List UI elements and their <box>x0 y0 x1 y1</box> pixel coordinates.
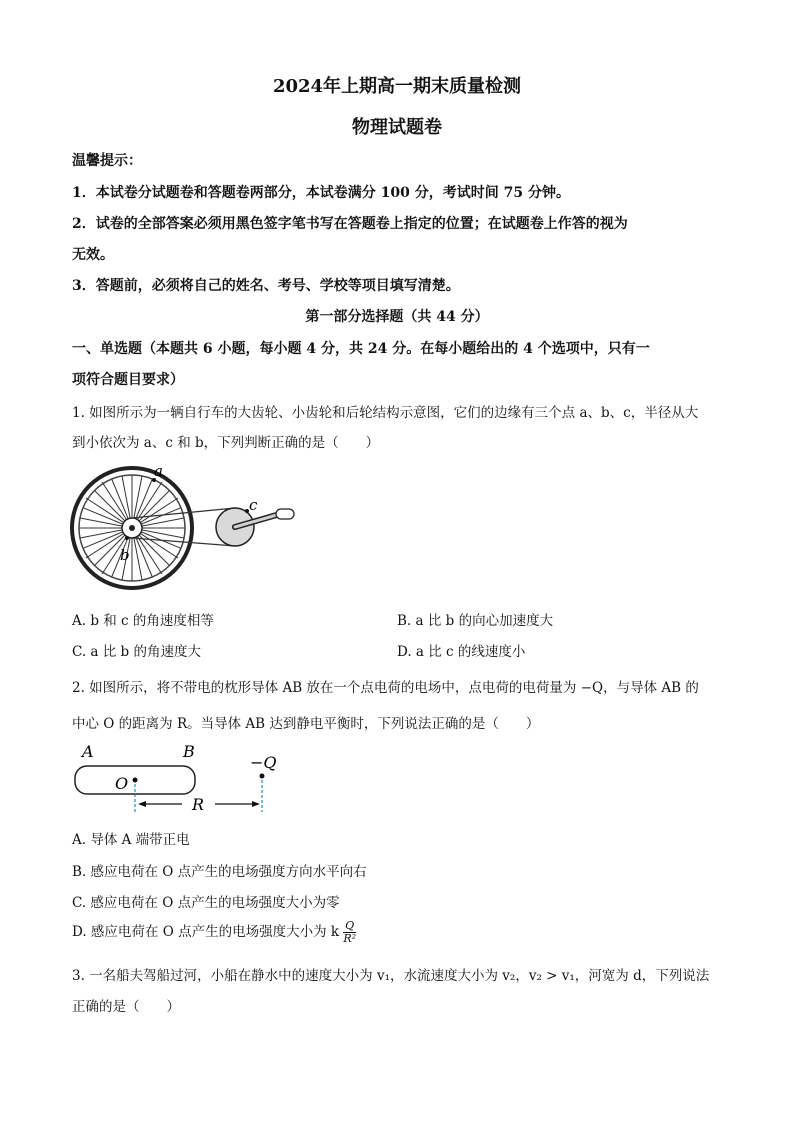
bicycle-gear-figure <box>70 460 300 595</box>
question-3-text-cont: 正确的是（ ） <box>72 999 180 1015</box>
exam-title: 2024年上期高一期末质量检测 <box>272 76 522 97</box>
q1-option-a: A. b 和 c 的角速度相等 <box>72 613 214 629</box>
q1-option-d: D. a 比 c 的线速度小 <box>397 644 526 660</box>
question-2-text-cont: 中心 O 的距离为 R。当导体 AB 达到静电平衡时，下列说法正确的是（ ） <box>72 716 540 732</box>
question-1-text: 1. 如图所示为一辆自行车的大齿轮、小齿轮和后轮结构示意图，它们的边缘有三个点 a、b、c，半径从大 <box>72 405 699 421</box>
q2-option-b: B. 感应电荷在 O 点产生的电场强度方向水平向右 <box>72 864 367 880</box>
q2-option-d-text: D. 感应电荷在 O 点产生的电场强度大小为 k <box>72 924 340 940</box>
conductor-figure <box>70 740 290 820</box>
tip-item: 2．试卷的全部答案必须用黑色签字笔书写在答题卷上指定的位置；在试题卷上作答的视为 <box>72 216 628 232</box>
fraction-denominator: R² <box>343 932 357 945</box>
q2-option-d <box>72 920 356 945</box>
point-a-label: a <box>154 462 163 480</box>
q2-option-c: C. 感应电荷在 O 点产生的电场强度大小为零 <box>72 895 340 911</box>
question-3-text: 3. 一名船夫驾船过河，小船在静水中的速度大小为 v₁，水流速度大小为 v₂，v₂ > v₁，河宽为 d，下列说法 <box>72 968 710 984</box>
tip-item: 3．答题前，必须将自己的姓名、考号、学校等项目填写清楚。 <box>72 278 460 294</box>
point-b-label: b <box>120 546 130 564</box>
center-o-label: O <box>115 774 129 793</box>
fraction-numerator: Q <box>345 919 355 932</box>
fraction-q-over-r2 <box>343 920 356 945</box>
end-b-label: B <box>183 742 195 761</box>
question-2-text: 2. 如图所示，将不带电的枕形导体 AB 放在一个点电荷的电场中，点电荷的电荷量为 −Q，与导体 AB 的 <box>72 680 699 696</box>
tip-item: 无效。 <box>72 247 114 263</box>
distance-r-label: R <box>192 795 205 814</box>
tip-item: 1．本试卷分试题卷和答题卷两部分，本试卷满分 100 分，考试时间 75 分钟。 <box>72 185 570 201</box>
tips-heading: 温馨提示： <box>72 153 142 169</box>
charge-q-label: −Q <box>250 753 277 772</box>
question-1-text-cont: 到小依次为 a、c 和 b，下列判断正确的是（ ） <box>72 435 380 451</box>
point-c-label: c <box>249 496 258 514</box>
section-heading-cont: 项符合题目要求） <box>72 372 184 388</box>
exam-subtitle: 物理试题卷 <box>352 117 442 138</box>
part-title: 第一部分选择题（共 44 分） <box>305 309 489 325</box>
q1-option-c: C. a 比 b 的角速度大 <box>72 644 201 660</box>
section-heading: 一、单选题（本题共 6 小题，每小题 4 分，共 24 分。在每小题给出的 4 个选项中，只有一 <box>72 341 650 357</box>
end-a-label: A <box>82 742 94 761</box>
q1-option-b: B. a 比 b 的向心加速度大 <box>397 613 554 629</box>
q2-option-a: A. 导体 A 端带正电 <box>72 832 190 848</box>
